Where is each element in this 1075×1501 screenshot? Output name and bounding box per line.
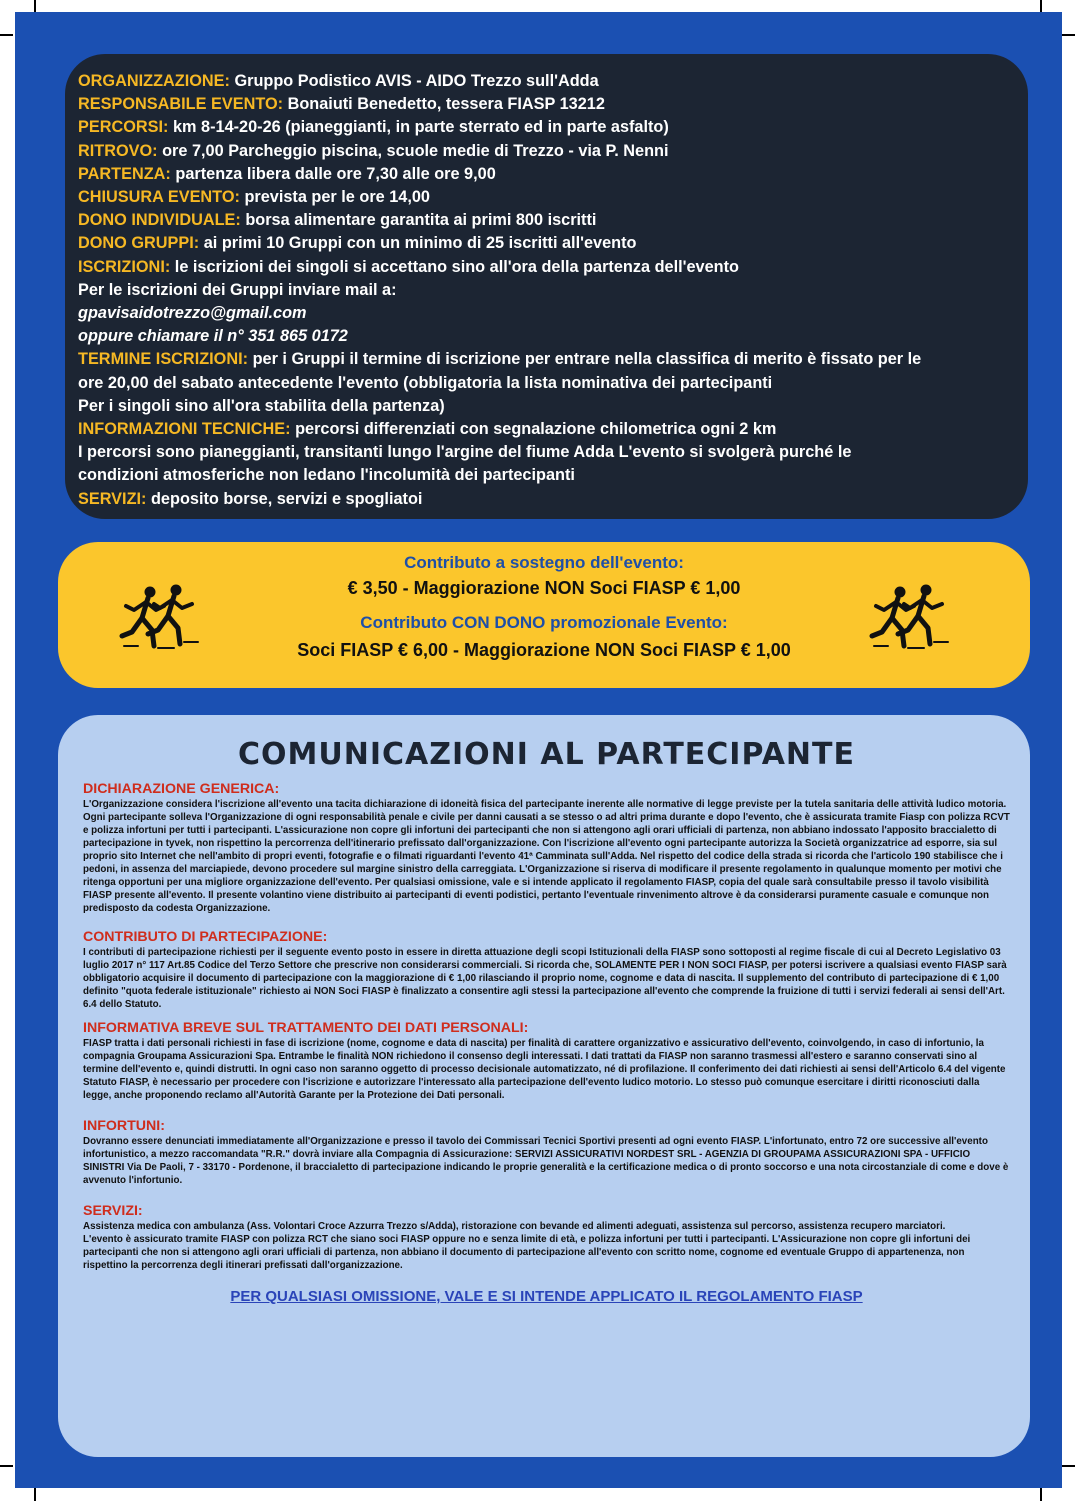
- final-note: [83, 1288, 1010, 1306]
- regolamento-link[interactable]: PER QUALSIASI OMISSIONE, VALE E SI INTENDE APPLICATO IL REGOLAMENTO FIASP: [230, 1288, 863, 1305]
- contribution-price-2: Soci FIASP € 6,00 - Maggiorazione NON Soci FIASP € 1,00: [297, 640, 791, 660]
- section-text-dichiarazione: L'Organizzazione considera l'iscrizione all'evento una tacita dichiarazione di idoneità fisica del partecipante inerente alle normative di legge previste per la tutela sanitaria delle attività ludico motoria. Ogni partecipante solleva l'Organizzazione di ogni responsabilità penale e civile per danni causati a se stesso o ad altri prima durante e dopo l'evento, che è assicurata tramite Fiasp con polizza RCVT e polizza infortuni per tutti i partecipanti. L'assicurazione non copre gli infortuni dei partecipanti che non si attengono agli orari ufficiali di partenza, non abbiano indossato l'apposito braccialetto di partecipazione in tyvek, non rispettino la percorrenza dell'itinerario prefissato dall'organizzazione. Con l'iscrizione all'evento ogni partecipante autorizza la Società organizzatrice ad esporre, sia sul proprio sito Internet che nell'ambito di propri eventi, fotografie e o filmati riguardanti l'evento 41ª Camminata sull'Adda. Nel rispetto del codice della strada si ricorda che l'articolo 190 stabilisce che i pedoni, in assenza del marciapiede, devono procedere sul margine sinistro della carreggiata. L'Organizzazione si riserva di modificare il presente regolamento in qualunque momento per motivi che ritenga opportuni per una migliore organizzazione dell'evento. Per qualsiasi omissione, vale e si intende applicato il regolamento FIASP, copia del quale sarà consultabile presso il tavolo visibilità FIASP presente all'evento. Il presente volantino viene distribuito ai partecipanti di eventi podistici, pertanto l'eventuale rinvenimento altrove è da considerarsi puramente casuale e comunque non predisposto da codesta Organizzazione.: [83, 799, 1010, 914]
- section-title-infortuni: INFORTUNI:: [83, 1118, 165, 1134]
- section-title-contributo: CONTRIBUTO DI PARTECIPAZIONE:: [83, 929, 328, 945]
- crop-mark: [0, 34, 13, 36]
- info-ritrovo: RITROVO: ore 7,00 Parcheggio piscina, scuole medie di Trezzo - via P. Nenni: [78, 141, 669, 160]
- section-text-infortuni: Dovranno essere denunciati immediatamente all'Organizzazione e presso il tavolo dei Commissari Tecnici Sportivi presenti ad ogni evento FIASP. L'infortunato, entro 72 ore successive all'evento infortunistico, a mezzo raccomandata "R.R." dovrà inviare alla Compagnia di Assicurazione: SERVIZI ASSICURATIVI NORDEST SRL - AGENZIA DI GROUPAMA ASSICURAZIONI SPA - UFFICIO SINISTRI Via De Paoli, 7 - 33170 - Pordenone, il braccialetto di partecipazione indicando le proprie generalità e la certificazione medica o di pronto soccorso e una nota circostanziale di come e dove è avvenuto l'infortunio.: [83, 1136, 1009, 1186]
- flyer-page: [15, 12, 1062, 1488]
- info-percorsi: PERCORSI: km 8-14-20-26 (pianeggianti, in parte sterrato ed in parte asfalto): [78, 118, 669, 137]
- info-tecniche: INFORMAZIONI TECNICHE: percorsi differenziati con segnalazione chilometrica ogni 2 km: [78, 420, 777, 439]
- info-termine-2: ore 20,00 del sabato antecedente l'evento (obbligatoria la lista nominativa dei partecipanti: [78, 373, 773, 392]
- info-dono-gruppi: DONO GRUPPI: ai primi 10 Gruppi con un minimo di 25 iscritti all'evento: [78, 234, 637, 253]
- info-iscrizioni: ISCRIZIONI: le iscrizioni dei singoli si accettano sino all'ora della partenza dell'evento: [78, 257, 739, 276]
- contact-phone: oppure chiamare il n° 351 865 0172: [78, 327, 348, 346]
- contribution-title-2: Contributo CON DONO promozionale Evento:: [360, 613, 728, 632]
- info-dono-individuale: DONO INDIVIDUALE: borsa alimentare garantita ai primi 800 iscritti: [78, 211, 597, 230]
- event-info-panel: [65, 54, 1028, 519]
- info-responsabile: RESPONSABILE EVENTO: Bonaiuti Benedetto, tessera FIASP 13212: [78, 95, 605, 114]
- info-chiusura: CHIUSURA EVENTO: prevista per le ore 14,00: [78, 188, 430, 207]
- section-text-servizi-1: Assistenza medica con ambulanza (Ass. Volontari Croce Azzurra Trezzo s/Adda), ristorazione con bevande ed alimenti adeguati, assistenza sul percorso, assistenza recupero marciatori.: [83, 1221, 946, 1232]
- info-gruppi-mail: Per le iscrizioni dei Gruppi inviare mail a:: [78, 280, 397, 299]
- contribution-panel: [58, 542, 1030, 688]
- info-partenza: PARTENZA: partenza libera dalle ore 7,30 alle ore 9,00: [78, 164, 496, 183]
- crop-mark: [1062, 34, 1075, 36]
- crop-mark: [34, 0, 36, 12]
- section-title-servizi: SERVIZI:: [83, 1203, 143, 1219]
- section-text-contributo: I contributi di partecipazione richiesti per il seguente evento posto in essere in diretta attuazione degli scopi Istituzionali della FIASP sono sottoposti al regime fiscale di cui al Decreto Legislativo 03 luglio 2017 n° 117 Art.85 Codice del Terzo Settore che prescrive non considerarsi commerciali. Si ricorda che, SOLAMENTE PER I NON SOCI FIASP, per potersi iscrivere a qualsiasi evento FIASP sarà obbligatorio acquisire il documento di partecipazione con la maggiorazione di € 1,00 rilasciando il proprio nome, cognome e data di nascita. Il supplemento del contributo di partecipazione di € 1,00 definito "quota federale istituzionale" richiesto ai NON Soci FIASP è finalizzato a consentire agli stessi la partecipazione all'evento che comprende la fruizione di tutti i servizi federali ai sensi dell'Art. 6.4 dello Statuto.: [83, 947, 1007, 1010]
- contact-email[interactable]: gpavisaidotrezzo@gmail.com: [78, 304, 307, 323]
- crop-mark: [34, 1488, 36, 1501]
- info-termine-3: Per i singoli sino all'ora stabilita della partenza): [78, 396, 445, 415]
- info-tecniche-2: I percorsi sono pianeggianti, transitanti lungo l'argine del fiume Adda L'evento si svolgerà purché le: [78, 443, 852, 462]
- info-tecniche-3: condizioni atmosferiche non ledano l'incolumità dei partecipanti: [78, 466, 575, 485]
- crop-mark: [0, 1465, 13, 1467]
- participant-communications-panel: [58, 715, 1030, 1457]
- info-termine: TERMINE ISCRIZIONI: per i Gruppi il termine di iscrizione per entrare nella classifica di merito è fissato per le: [78, 350, 922, 369]
- section-title-dichiarazione: DICHIARAZIONE GENERICA:: [83, 781, 280, 797]
- contribution-title-1: Contributo a sostegno dell'evento:: [404, 553, 684, 572]
- section-text-servizi-2: L'evento è assicurato tramite FIASP con polizza RCT che siano soci FIASP oppure no e senza limite di età, e polizza infortuni per tutti i partecipanti. L'Assicurazione non copre gli infortuni dei partecipanti che non si attengono agli orari ufficiali di partenza, non abbiano il documento di partecipazione all'evento con scritto nome, cognome ed eventuale Gruppo di appartenenza, non rispettino la percorrenza degli itinerari prefissati dall'organizzazione.: [83, 1234, 971, 1271]
- info-organizzazione: ORGANIZZAZIONE: Gruppo Podistico AVIS - AIDO Trezzo sull'Adda: [78, 72, 599, 90]
- contribution-price-1: € 3,50 - Maggiorazione NON Soci FIASP € 1,00: [347, 578, 741, 598]
- crop-mark: [1040, 0, 1042, 12]
- crop-mark: [1062, 1465, 1075, 1467]
- crop-mark: [1040, 1488, 1042, 1501]
- communications-title: COMUNICAZIONI AL PARTECIPANTE: [237, 737, 855, 772]
- section-title-privacy: INFORMATIVA BREVE SUL TRATTAMENTO DEI DATI PERSONALI:: [83, 1020, 529, 1036]
- info-servizi: SERVIZI: deposito borse, servizi e spogliatoi: [78, 489, 423, 508]
- section-text-privacy: FIASP tratta i dati personali richiesti in fase di iscrizione (nome, cognome e data di nascita) per finalità di carattere organizzativo e assicurativo dell'evento, coinvolgendo, in caso di infortunio, la compagnia Groupama Assicurazioni Spa. Entrambe le finalità NON richiedono il consenso degli interessati. I dati trattati da FIASP non saranno trasmessi all'estero e saranno conservati sino al termine dell'evento e, quindi distrutti. In ogni caso non saranno oggetto di processo decisionale automatizzato, né di profilazione. Il conferimento dei dati richiesti ai sensi dell'Articolo 6.4 del vigente Statuto FIASP, è necessario per procedere con l'iscrizione e autorizzare l'interessato alla partecipazione dell'evento ludico motorio. Lo stesso può comunque esercitare i diritti riconosciuti dalla legge, anche proponendo reclamo all'Autorità Garante per la Protezione dei Dati personali.: [83, 1038, 1006, 1101]
